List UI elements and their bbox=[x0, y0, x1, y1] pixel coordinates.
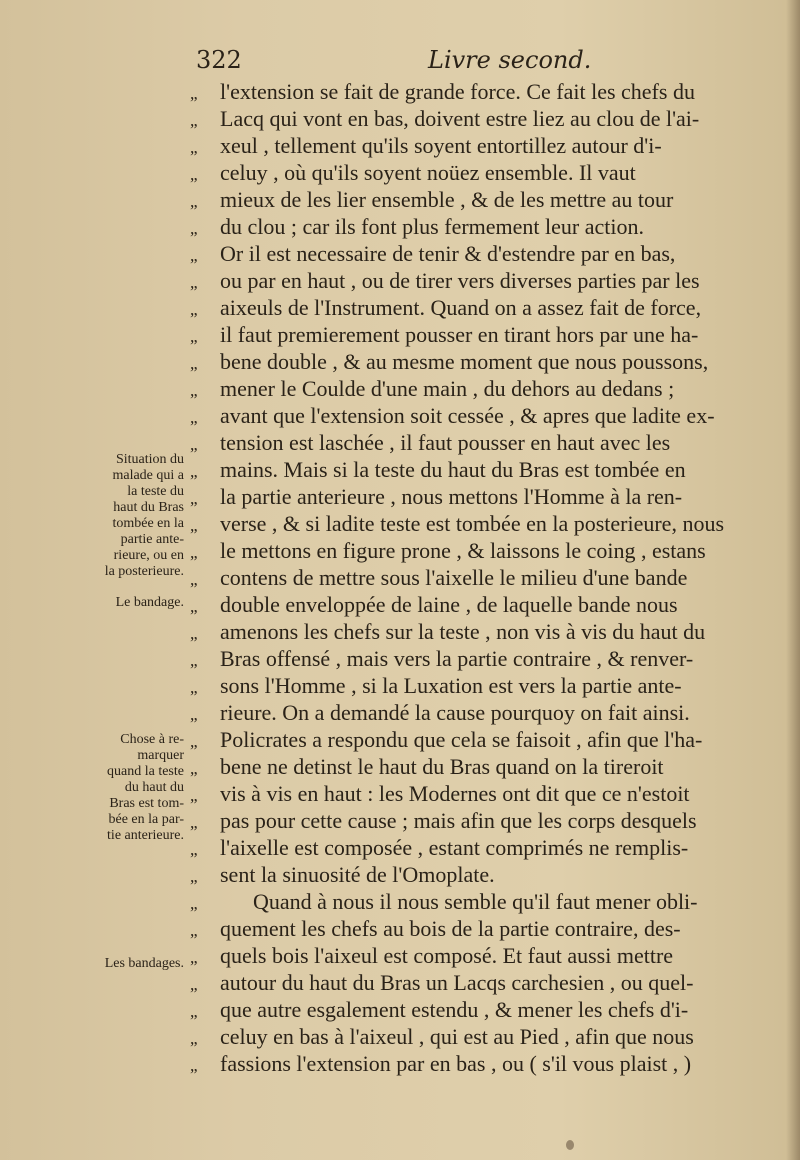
text-line bbox=[190, 537, 790, 564]
quote-mark: „ bbox=[190, 381, 198, 400]
quote-mark: „ bbox=[190, 948, 198, 967]
text-line bbox=[190, 564, 790, 591]
quote-mark: „ bbox=[190, 705, 198, 724]
text-line bbox=[190, 618, 790, 645]
page-number: 322 bbox=[196, 46, 242, 74]
text-line bbox=[190, 834, 790, 861]
quote-mark: „ bbox=[190, 435, 198, 454]
text-line bbox=[190, 645, 790, 672]
line-text: aixeuls de l'Instrument. Quand on a assez fait de force, bbox=[220, 295, 702, 320]
line-text: amenons les chefs sur la teste , non vis à vis du haut du bbox=[220, 619, 706, 644]
line-text: sent la sinuosité de l'Omoplate. bbox=[220, 862, 495, 887]
line-text: le mettons en figure prone , & laissons le coing , estans bbox=[220, 538, 706, 563]
line-text: sons l'Homme , si la Luxation est vers la partie ante- bbox=[220, 673, 682, 698]
line-text: l'extension se fait de grande force. Ce fait les chefs du bbox=[220, 79, 695, 104]
quote-mark: „ bbox=[190, 867, 198, 886]
quote-mark: „ bbox=[190, 597, 198, 616]
text-line bbox=[190, 591, 790, 618]
margin-note-remark: Chose à re- marquer quand la teste du haut du Bras est tom- bée en la par- tie anterieure. bbox=[107, 732, 184, 843]
text-line bbox=[190, 942, 790, 969]
ink-spot bbox=[566, 1140, 574, 1150]
quote-mark: „ bbox=[190, 192, 198, 211]
line-text: bene double , & au mesme moment que nous poussons, bbox=[220, 349, 709, 374]
line-text: pas pour cette cause ; mais afin que les corps desquels bbox=[220, 808, 697, 833]
line-text: celuy , où qu'ils soyent noüez ensemble. Il vaut bbox=[220, 160, 636, 185]
text-line bbox=[190, 483, 790, 510]
line-text: du clou ; car ils font plus fermement leur action. bbox=[220, 214, 644, 239]
text-line bbox=[190, 456, 790, 483]
quote-mark: „ bbox=[190, 651, 198, 670]
text-line bbox=[190, 672, 790, 699]
text-line bbox=[190, 1050, 790, 1077]
quote-mark: „ bbox=[190, 921, 198, 940]
text-line bbox=[190, 510, 790, 537]
quote-mark: „ bbox=[190, 462, 198, 481]
line-text: Bras offensé , mais vers la partie contraire , & renver- bbox=[220, 646, 694, 671]
quote-mark: „ bbox=[190, 813, 198, 832]
text-line bbox=[190, 1023, 790, 1050]
line-text: Or il est necessaire de tenir & d'estendre par en bas, bbox=[220, 241, 676, 266]
line-text: tension est laschée , il faut pousser en haut avec les bbox=[220, 430, 671, 455]
quote-mark: „ bbox=[190, 1002, 198, 1021]
line-text: que autre esgalement estendu , & mener les chefs d'i- bbox=[220, 997, 689, 1022]
line-text: rieure. On a demandé la cause pourquoy on fait ainsi. bbox=[220, 700, 690, 725]
line-text: vis à vis en haut : les Modernes ont dit que ce n'estoit bbox=[220, 781, 690, 806]
running-title: Livre second. bbox=[428, 46, 592, 74]
line-text: double enveloppée de laine , de laquelle bande nous bbox=[220, 592, 678, 617]
text-line bbox=[190, 78, 790, 105]
text-line bbox=[190, 969, 790, 996]
line-text: l'aixelle est composée , estant comprimés ne remplis- bbox=[220, 835, 689, 860]
line-text: mieux de les lier ensemble , & de les mettre au tour bbox=[220, 187, 674, 212]
quote-mark: „ bbox=[190, 975, 198, 994]
line-text: Policrates a respondu que cela se faisoit , afin que l'ha- bbox=[220, 727, 703, 752]
line-text: ou par en haut , ou de tirer vers diverses parties par les bbox=[220, 268, 700, 293]
body-text bbox=[190, 78, 790, 1077]
quote-mark: „ bbox=[190, 300, 198, 319]
line-text: autour du haut du Bras un Lacqs carchesien , ou quel- bbox=[220, 970, 694, 995]
quote-mark: „ bbox=[190, 894, 198, 913]
text-line bbox=[190, 267, 790, 294]
quote-mark: „ bbox=[190, 408, 198, 427]
line-text: la partie anterieure , nous mettons l'Homme à la ren- bbox=[220, 484, 683, 509]
line-text: verse , & si ladite teste est tombée en la posterieure, nous bbox=[220, 511, 725, 536]
quote-mark: „ bbox=[190, 678, 198, 697]
text-line bbox=[190, 132, 790, 159]
line-text: Lacq qui vont en bas, doivent estre liez au clou de l'ai- bbox=[220, 106, 700, 131]
margin-note-bandages: Les bandages. bbox=[104, 956, 184, 971]
quote-mark: „ bbox=[190, 570, 198, 589]
text-line bbox=[190, 213, 790, 240]
line-text: fassions l'extension par en bas , ou ( s'il vous plaist , ) bbox=[220, 1051, 692, 1076]
quote-mark: „ bbox=[190, 138, 198, 157]
text-line bbox=[190, 780, 790, 807]
margin-note-situation: Situation du malade qui a la teste du haut du Bras tombée en la partie ante- rieure, ou en la posterieure. bbox=[104, 452, 184, 579]
quote-mark: „ bbox=[190, 327, 198, 346]
text-line bbox=[190, 186, 790, 213]
text-line bbox=[190, 861, 790, 888]
text-line bbox=[190, 807, 790, 834]
line-text: il faut premierement pousser en tirant hors par une ha- bbox=[220, 322, 699, 347]
line-text: bene ne detinst le haut du Bras quand on la tireroit bbox=[220, 754, 664, 779]
text-line bbox=[190, 753, 790, 780]
quote-mark: „ bbox=[190, 489, 198, 508]
text-line bbox=[190, 429, 790, 456]
text-line bbox=[190, 726, 790, 753]
line-text: Quand à nous il nous semble qu'il faut mener obli- bbox=[220, 889, 698, 914]
quote-mark: „ bbox=[190, 624, 198, 643]
quote-mark: „ bbox=[190, 273, 198, 292]
text-line bbox=[190, 321, 790, 348]
text-line bbox=[190, 348, 790, 375]
margin-note-bandage: Le bandage. bbox=[115, 595, 184, 610]
quote-mark: „ bbox=[190, 1056, 198, 1075]
text-line bbox=[190, 699, 790, 726]
quote-mark: „ bbox=[190, 516, 198, 535]
quote-mark: „ bbox=[190, 786, 198, 805]
line-text: quement les chefs au bois de la partie contraire, des- bbox=[220, 916, 681, 941]
text-line bbox=[190, 915, 790, 942]
quote-mark: „ bbox=[190, 111, 198, 130]
line-text: quels bois l'aixeul est composé. Et faut aussi mettre bbox=[220, 943, 674, 968]
line-text: celuy en bas à l'aixeul , qui est au Pied , afin que nous bbox=[220, 1024, 694, 1049]
text-line bbox=[190, 402, 790, 429]
quote-mark: „ bbox=[190, 354, 198, 373]
line-text: mains. Mais si la teste du haut du Bras est tombée en bbox=[220, 457, 686, 482]
text-line bbox=[190, 996, 790, 1023]
line-text: contens de mettre sous l'aixelle le milieu d'une bande bbox=[220, 565, 688, 590]
quote-mark: „ bbox=[190, 543, 198, 562]
quote-mark: „ bbox=[190, 840, 198, 859]
text-line bbox=[190, 159, 790, 186]
quote-mark: „ bbox=[190, 246, 198, 265]
text-line bbox=[190, 294, 790, 321]
text-line bbox=[190, 240, 790, 267]
text-line bbox=[190, 375, 790, 402]
line-text: mener le Coulde d'une main , du dehors au dedans ; bbox=[220, 376, 675, 401]
quote-mark: „ bbox=[190, 759, 198, 778]
line-text: xeul , tellement qu'ils soyent entortillez autour d'i- bbox=[220, 133, 662, 158]
quote-mark: „ bbox=[190, 84, 198, 103]
quote-mark: „ bbox=[190, 1029, 198, 1048]
text-line bbox=[190, 888, 790, 915]
quote-mark: „ bbox=[190, 219, 198, 238]
line-text: avant que l'extension soit cessée , & apres que ladite ex- bbox=[220, 403, 715, 428]
quote-mark: „ bbox=[190, 165, 198, 184]
quote-mark: „ bbox=[190, 732, 198, 751]
text-line bbox=[190, 105, 790, 132]
page-header bbox=[196, 46, 786, 78]
